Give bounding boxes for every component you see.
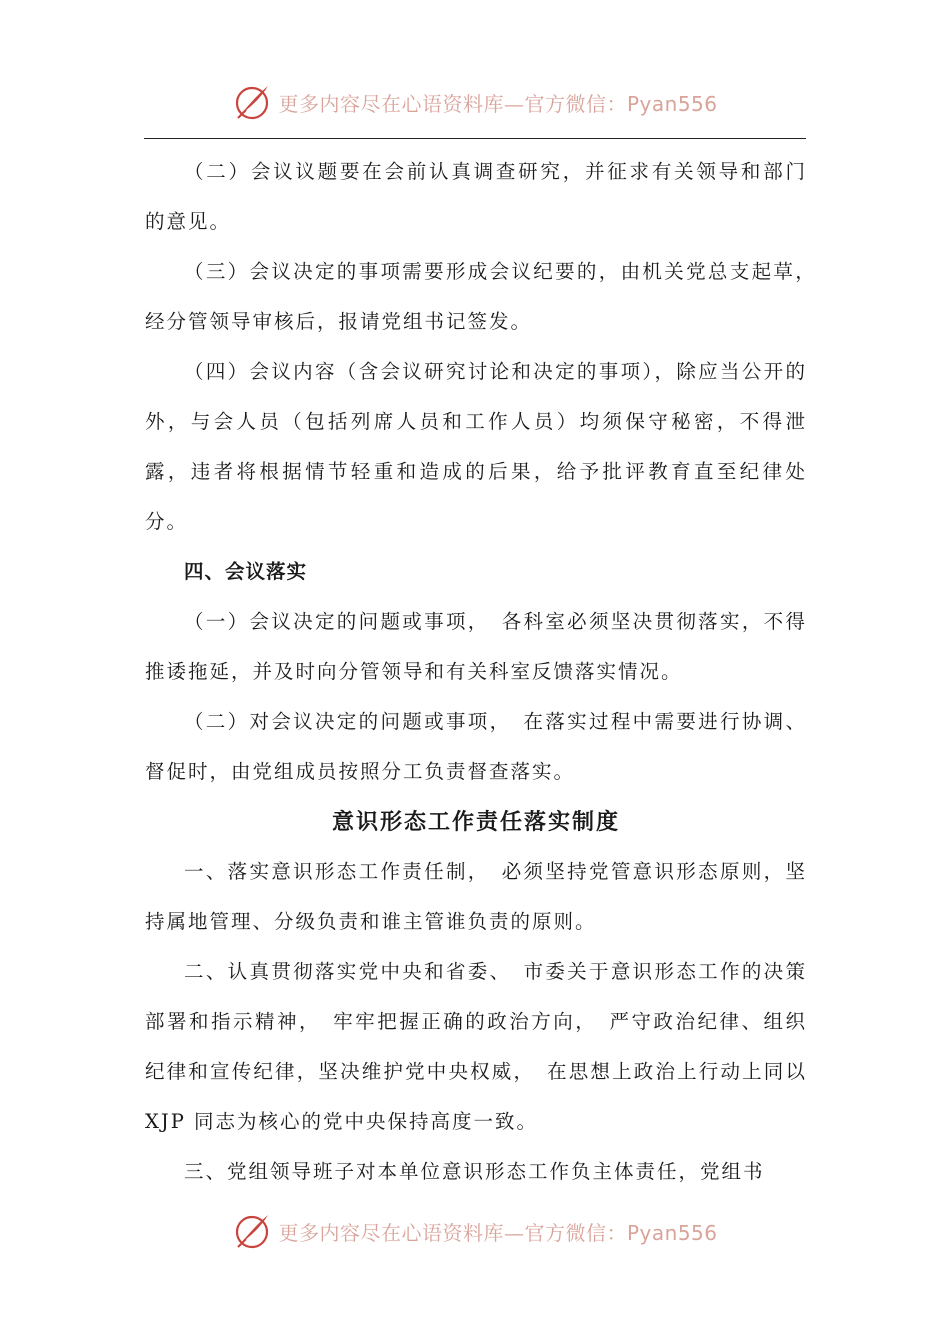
- document-title: 意识形态工作责任落实制度: [331, 809, 620, 835]
- header-watermark-banner: [0, 78, 950, 126]
- quill-circle-icon: [232, 1211, 272, 1251]
- paragraph-implementation-2: （二）对会议决定的问题或事项， 在落实过程中需要进行协调、督促时，由党组成员按照分工负责督查落实。: [145, 710, 807, 783]
- footer-banner-text: [278, 1217, 717, 1246]
- section-heading-implementation: 四、会议落实: [184, 560, 308, 583]
- paragraph-confidentiality: （四）会议内容（含会议研究讨论和决定的事项），除应当公开的外，与会人员（包括列席人员和工作人员）均须保守秘密，不得泄露，违者将根据情节轻重和造成的后果，给予批评教育直至纪律处分。: [145, 360, 807, 533]
- paragraph-ideology-2: 二、认真贯彻落实党中央和省委、 市委关于意识形态工作的决策部署和指示精神， 牢牢把握正确的政治方向， 严守政治纪律、组织纪律和宣传纪律，坚决维护党中央权威， 在思想上政治上行动上同以 XJP 同志为核心的党中央保持高度一致。: [145, 960, 807, 1133]
- paragraph-ideology-3: 三、党组领导班子对本单位意识形态工作负主体责任，党组书: [184, 1160, 765, 1183]
- paragraph-meeting-minutes: （三）会议决定的事项需要形成会议纪要的，由机关党总支起草， 经分管领导审核后，报请党组书记签发。: [145, 260, 829, 333]
- header-banner-label: 更多内容尽在心语资料库—官方微信：: [278, 91, 627, 116]
- header-divider: [144, 138, 806, 139]
- document-body: [145, 147, 829, 1197]
- footer-banner-label: 更多内容尽在心语资料库—官方微信：: [278, 1220, 627, 1245]
- paragraph-meeting-topics: （二）会议议题要在会前认真调查研究，并征求有关领导和部门的意见。: [145, 160, 807, 233]
- header-wechat-id: Pyan556: [626, 91, 718, 116]
- footer-wechat-id: Pyan556: [626, 1220, 718, 1245]
- header-banner-text: [278, 88, 717, 117]
- footer-watermark-banner: [0, 1207, 950, 1255]
- quill-circle-icon: [232, 82, 272, 122]
- paragraph-implementation-1: （一）会议决定的问题或事项， 各科室必须坚决贯彻落实，不得推诿拖延，并及时向分管领导和有关科室反馈落实情况。: [145, 610, 807, 683]
- paragraph-ideology-1: 一、落实意识形态工作责任制， 必须坚持党管意识形态原则，坚持属地管理、分级负责和谁主管谁负责的原则。: [145, 860, 807, 933]
